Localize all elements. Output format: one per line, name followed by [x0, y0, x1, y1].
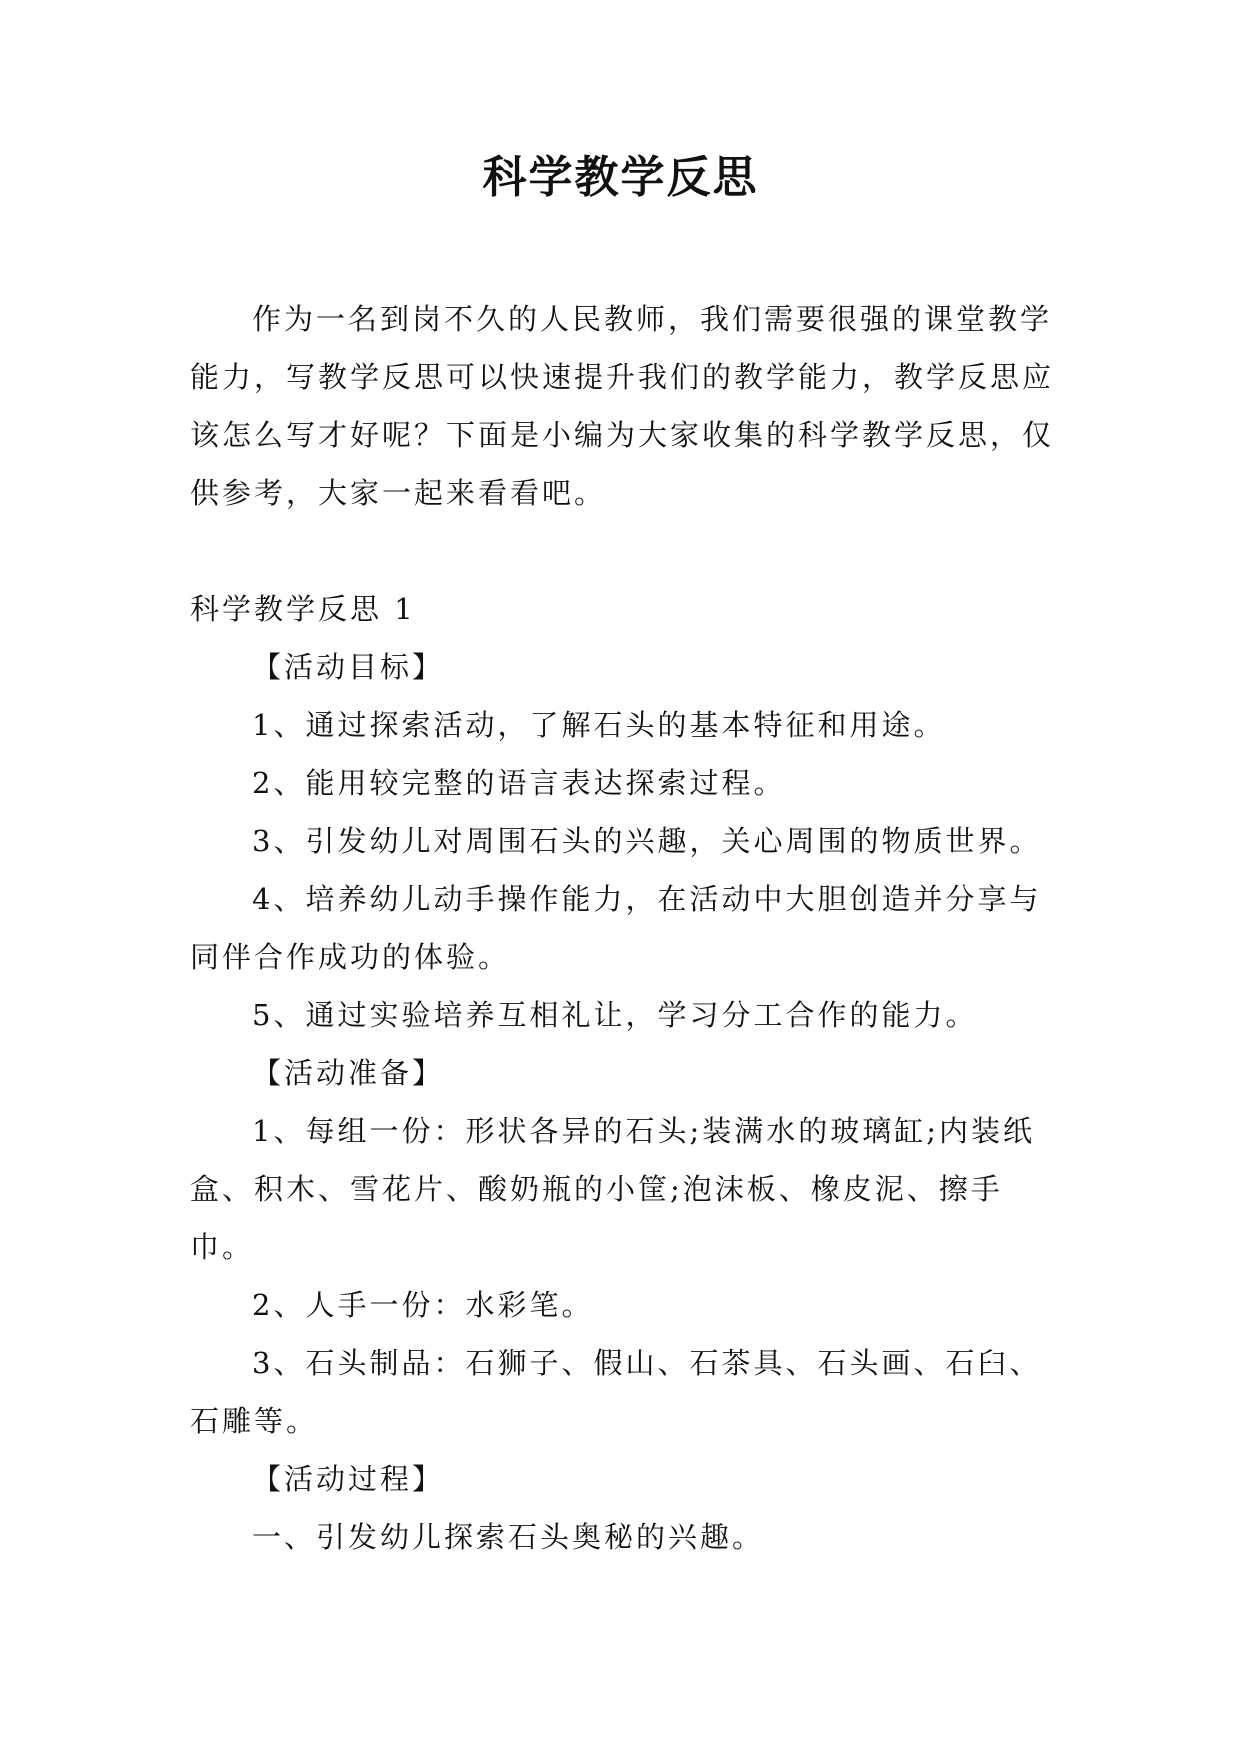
- goal-item-5: 5、通过实验培养互相礼让，学习分工合作的能力。: [252, 998, 978, 1032]
- prep-item-2: 2、人手一份：水彩笔。: [252, 1288, 594, 1322]
- process-heading: 【活动过程】: [252, 1462, 445, 1496]
- process-item-1: 一、引发幼儿探索石头奥秘的兴趣。: [252, 1520, 765, 1554]
- document-body: [190, 290, 1060, 1566]
- goal-item-4: 4、培养幼儿动手操作能力，在活动中大胆创造并分享与同伴合作成功的体验。: [190, 882, 1042, 974]
- document-title: 科学教学反思: [482, 152, 759, 203]
- goal-item-2: 2、能用较完整的语言表达探索过程。: [252, 766, 786, 800]
- prep-item-3: 3、石头制品：石狮子、假山、石茶具、石头画、石臼、石雕等。: [190, 1346, 1042, 1438]
- prep-heading: 【活动准备】: [252, 1056, 445, 1090]
- section-heading: 科学教学反思 1: [190, 592, 416, 626]
- goal-item-1: 1、通过探索活动，了解石头的基本特征和用途。: [252, 708, 946, 742]
- prep-item-1: 1、每组一份：形状各异的石头;装满水的玻璃缸;内装纸盒、积木、雪花片、酸奶瓶的小筐;泡沫板、橡皮泥、擦手巾。: [190, 1114, 1035, 1264]
- goal-item-3: 3、引发幼儿对周围石头的兴趣，关心周围的物质世界。: [252, 824, 1042, 858]
- goal-heading: 【活动目标】: [252, 650, 445, 684]
- intro-paragraph: 作为一名到岗不久的人民教师，我们需要很强的课堂教学能力，写教学反思可以快速提升我们的教学能力，教学反思应该怎么写才好呢？下面是小编为大家收集的科学教学反思，仅供参考，大家一起来看看吧。: [190, 302, 1055, 510]
